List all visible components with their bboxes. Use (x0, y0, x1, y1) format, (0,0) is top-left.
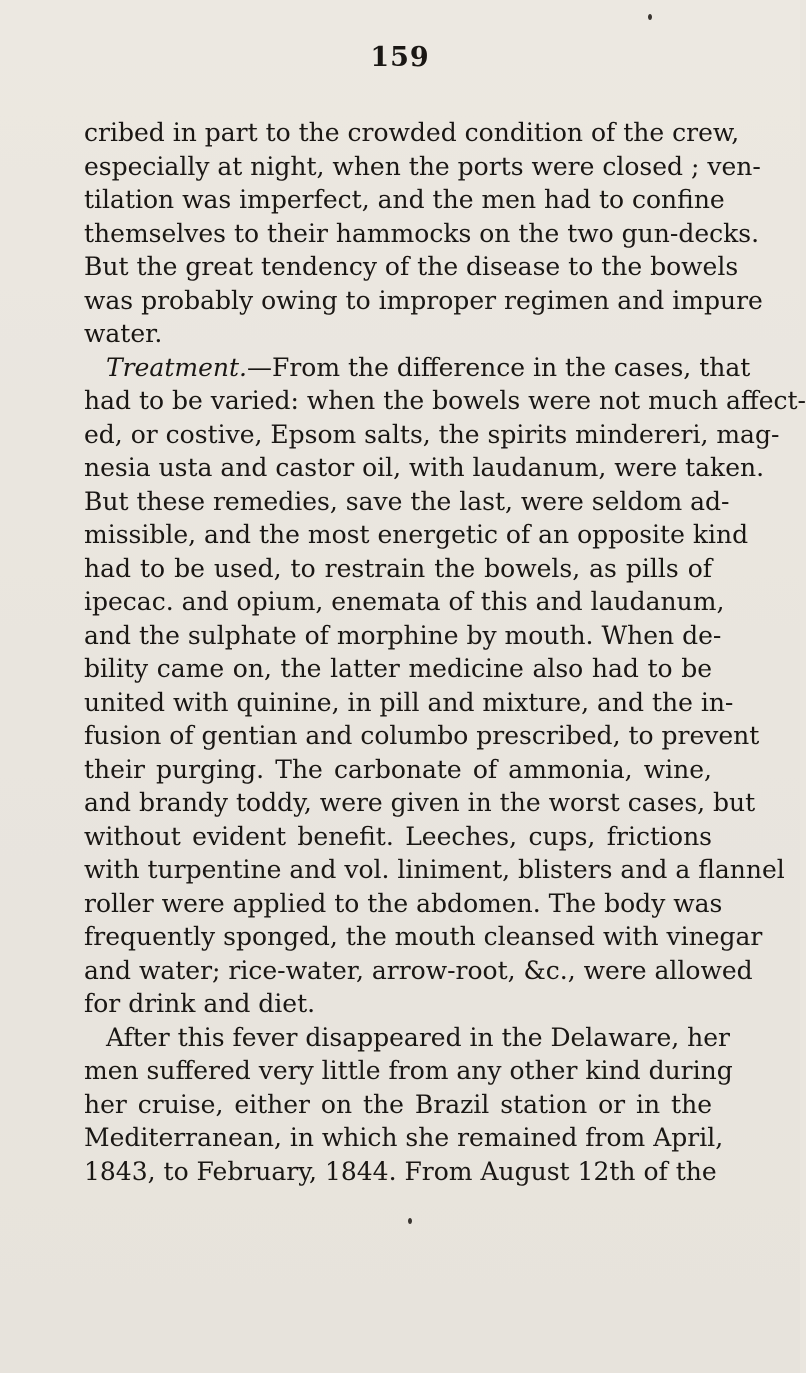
text-line: frequently sponged, the mouth cleansed with vinegar (84, 922, 763, 951)
text-line: and brandy toddy, were given in the worst cases, but (84, 788, 756, 817)
text-line: and water; rice-water, arrow-root, &c., were allowed (84, 955, 753, 985)
ink-speck (648, 14, 652, 20)
page-number: 159 (370, 42, 430, 73)
text-line: But these remedies, save the last, were seldom ad- (84, 486, 730, 516)
treatment-lead: Treatment. (106, 352, 247, 382)
text-line: ipecac. and opium, enemata of this and laudanum, (84, 587, 725, 616)
text-line: roller were applied to the abdomen. The body was (84, 888, 723, 918)
body-text (84, 116, 806, 1188)
text-line: without evident benefit. Leeches, cups, frictions (84, 821, 712, 851)
text-line: and the sulphate of morphine by mouth. When de- (84, 620, 722, 650)
text-line: themselves to their hammocks on the two gun-decks. (84, 218, 760, 248)
text-line: had to be used, to restrain the bowels, as pills of (84, 553, 712, 583)
text-line: men suffered very little from any other kind during (84, 1056, 733, 1085)
paragraph-start-line: After this fever disappeared in the Delaware, her (106, 1022, 730, 1052)
text-line: with turpentine and vol. liniment, blisters and a flannel (84, 855, 785, 884)
text-line: their purging. The carbonate of ammonia, wine, (84, 754, 712, 784)
treatment-heading-line: Treatment.—From the difference in the cases, that (106, 352, 751, 382)
ink-speck (408, 1218, 412, 1224)
text-line: especially at night, when the ports were closed ; ven- (84, 151, 761, 181)
text-line: bility came on, the latter medicine also had to be (84, 654, 712, 683)
text-line: 1843, to February, 1844. From August 12th of the (84, 1156, 717, 1186)
text-line: was probably owing to improper regimen and impure (84, 285, 763, 315)
text-line: cribed in part to the crowded condition of the crew, (84, 118, 740, 147)
text-line: fusion of gentian and columbo prescribed, to prevent (84, 721, 760, 750)
text-line: had to be varied: when the bowels were not much affect- (84, 386, 806, 415)
text-line: ed, or costive, Epsom salts, the spirits mindereri, mag- (84, 419, 780, 449)
text-line: her cruise, either on the Brazil station or in the (84, 1089, 712, 1119)
text-line: nesia usta and castor oil, with laudanum, were taken. (84, 453, 765, 482)
text-line: missible, and the most energetic of an opposite kind (84, 520, 749, 549)
text-line: united with quinine, in pill and mixture, and the in- (84, 687, 734, 717)
paragraph-end-line: for drink and diet. (84, 989, 316, 1018)
text-line: But the great tendency of the disease to the bowels (84, 252, 739, 281)
paragraph-end-line: water. (84, 319, 163, 348)
text-line: Mediterranean, in which she remained from April, (84, 1123, 724, 1152)
text-line: tilation was imperfect, and the men had to confine (84, 185, 725, 214)
